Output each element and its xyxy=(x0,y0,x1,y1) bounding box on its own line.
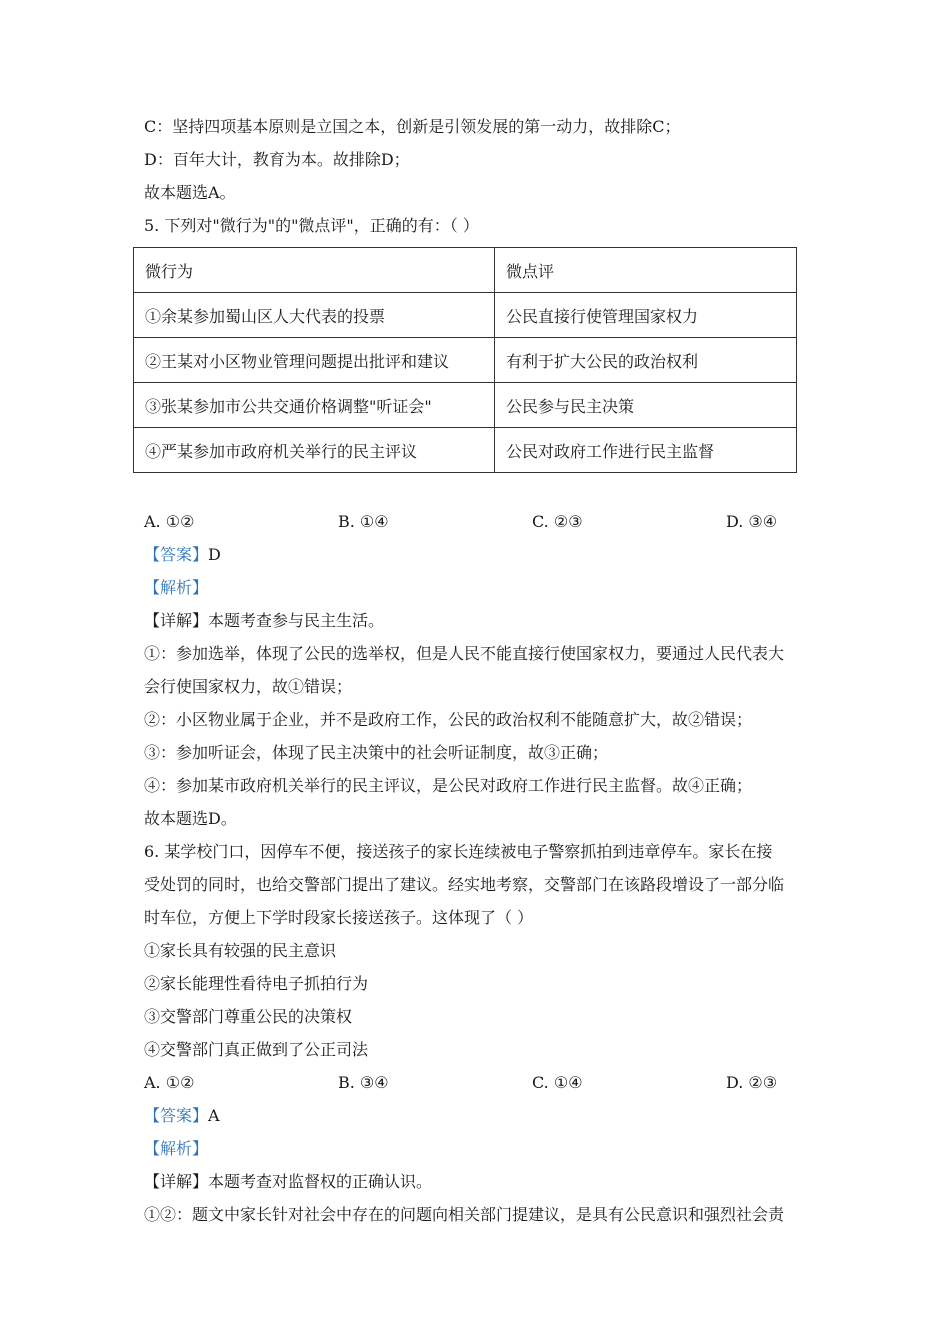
q5-table xyxy=(133,247,797,473)
q5-analysis-line: ④：参加某市政府机关举行的民主评议，是公民对政府工作进行民主监督。故④正确； xyxy=(144,776,753,795)
q5-detail-line xyxy=(144,611,384,631)
table-cell: ③张某参加市公共交通价格调整"听证会" xyxy=(134,383,495,428)
q6-statement: ④交警部门真正做到了公正司法 xyxy=(144,1040,369,1059)
q5-option-d: D. ③④ xyxy=(726,512,778,531)
detail-intro: 本题考查参与民主生活。 xyxy=(208,611,385,630)
q5-analysis-line: 会行使国家权力，故①错误； xyxy=(144,677,353,696)
detail-tag: 【详解】 xyxy=(144,1172,209,1191)
table-cell: 公民直接行使管理国家权力 xyxy=(495,293,797,338)
detail-tag: 【详解】 xyxy=(144,611,209,630)
table-row xyxy=(134,338,797,383)
table-cell: ④严某参加市政府机关举行的民主评议 xyxy=(134,428,495,473)
q5-analysis-line: ③：参加听证会，体现了民主决策中的社会听证制度，故③正确； xyxy=(144,743,609,762)
table-header-row xyxy=(134,248,797,293)
table-row xyxy=(134,428,797,473)
q5-analysis-line: ②：小区物业属于企业，并不是政府工作，公民的政治权利不能随意扩大，故②错误； xyxy=(144,710,753,729)
table-header-cell: 微点评 xyxy=(495,248,797,293)
answer-value: D xyxy=(208,545,221,564)
q6-option-c: C. ①④ xyxy=(532,1073,583,1092)
q6-stem-line: 受处罚的同时，也给交警部门提出了建议。经实地考察，交警部门在该路段增设了一部分临 xyxy=(144,875,785,894)
answer-value: A xyxy=(208,1106,220,1125)
table-cell: 有利于扩大公民的政治权利 xyxy=(495,338,797,383)
q6-analysis-line: ①②：题文中家长针对社会中存在的问题向相关部门提建议，是具有公民意识和强烈社会责 xyxy=(144,1205,785,1224)
table-header-cell: 微行为 xyxy=(134,248,495,293)
prev-option-c-analysis: C：坚持四项基本原则是立国之本，创新是引领发展的第一动力，故排除C； xyxy=(144,117,681,136)
q5-conclusion: 故本题选D。 xyxy=(144,809,237,828)
table-cell: ②王某对小区物业管理问题提出批评和建议 xyxy=(134,338,495,383)
prev-option-d-analysis: D：百年大计，教育为本。故排除D； xyxy=(144,150,410,169)
q6-stem-line: 6. 某学校门口，因停车不便，接送孩子的家长连续被电子警察抓拍到违章停车。家长在接 xyxy=(144,842,773,861)
q6-detail-line xyxy=(144,1172,432,1192)
table-cell: 公民对政府工作进行民主监督 xyxy=(495,428,797,473)
q6-option-a: A. ①② xyxy=(144,1073,195,1092)
q5-stem: 5. 下列对"微行为"的"微点评"，正确的有：（ ） xyxy=(144,216,479,235)
table-row xyxy=(134,383,797,428)
q6-statement: ②家长能理性看待电子抓拍行为 xyxy=(144,974,369,993)
q5-option-c: C. ②③ xyxy=(532,512,583,531)
detail-intro: 本题考查对监督权的正确认识。 xyxy=(208,1172,433,1191)
q5-option-b: B. ①④ xyxy=(338,512,389,531)
q6-option-b: B. ③④ xyxy=(338,1073,389,1092)
q6-statement: ①家长具有较强的民主意识 xyxy=(144,941,337,960)
q6-answer-line xyxy=(144,1106,220,1126)
q6-option-d: D. ②③ xyxy=(726,1073,778,1092)
table-row xyxy=(134,293,797,338)
answer-tag: 【答案】 xyxy=(144,545,209,564)
answer-tag: 【答案】 xyxy=(144,1106,209,1125)
q5-option-a: A. ①② xyxy=(144,512,195,531)
table-cell: 公民参与民主决策 xyxy=(495,383,797,428)
q6-analysis-tag: 【解析】 xyxy=(144,1139,209,1158)
prev-conclusion: 故本题选A。 xyxy=(144,183,236,202)
q6-statement: ③交警部门尊重公民的决策权 xyxy=(144,1007,353,1026)
table-cell: ①余某参加蜀山区人大代表的投票 xyxy=(134,293,495,338)
q5-analysis-line: ①：参加选举，体现了公民的选举权，但是人民不能直接行使国家权力，要通过人民代表大 xyxy=(144,644,785,663)
q5-analysis-tag: 【解析】 xyxy=(144,578,209,597)
q5-answer-line xyxy=(144,545,221,565)
q6-stem-line: 时车位，方便上下学时段家长接送孩子。这体现了（ ） xyxy=(144,908,534,927)
